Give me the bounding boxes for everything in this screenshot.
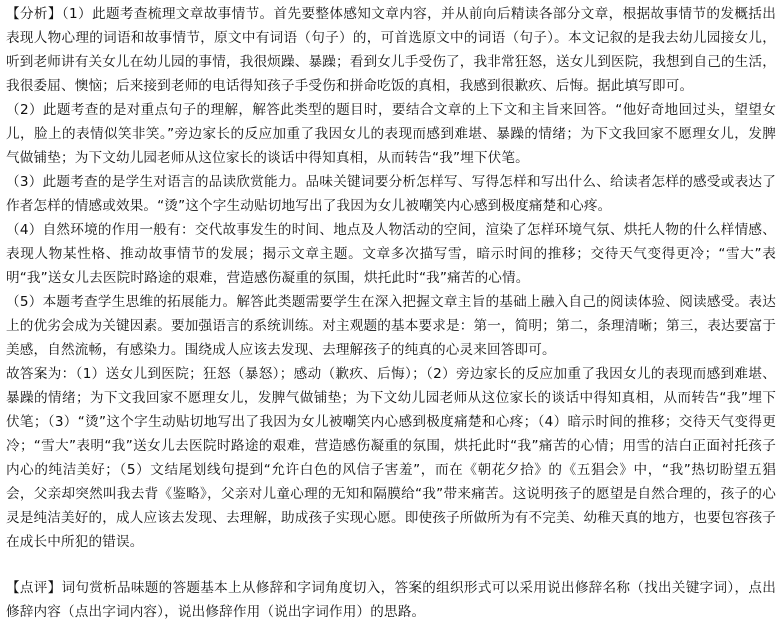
analysis-part-5: （5）本题考查学生思维的拓展能力。解答此类题需要学生在深入把握文章主旨的基础上融入自己的阅读体验、阅读感受。表达上的优劣会成为关键因素。要加强语言的系统训练。对主观题的基本要求是：第一，简明；第二，条理清晰；第三，表达要富于美感，自然流畅，有感染力。围绕成人应该去发现、去理解孩子的纯真的心灵来回答即可。 (6, 294, 776, 358)
answer-document (6, 2, 776, 624)
analysis-part-3: （3）此题考查的是学生对语言的品读欣赏能力。品味关键词要分析怎样写、写得怎样和写出什么、给读者怎样的感受或表达了作者怎样的情感或效果。“烫”这个字生动贴切地写出了我因为女儿被嘲笑内心感到极度痛楚和心疼。 (6, 174, 776, 214)
analysis-part-2: （2）此题考查的是对重点句子的理解，解答此类型的题目时，要结合文章的上下文和主旨来回答。“他好奇地回过头，望望女儿，脸上的表情似笑非笑。”旁边家长的反应加重了我因女儿的表现而感到难堪、暴躁的情绪；为下文我回家不愿理女儿，发脾气做铺垫；为下文幼儿园老师从这位家长的谈话中得知真相，从而转告“我”埋下伏笔。 (6, 102, 776, 166)
comment-paragraph: 【点评】词句赏析品味题的答题基本上从修辞和字词角度切入，答案的组织形式可以采用说出修辞名称（找出关键字词），点出修辞内容（点出字词内容），说出修辞作用（说出字词作用）的思路。 (6, 580, 776, 620)
analysis-part-4: （4）自然环境的作用一般有：交代故事发生的时间、地点及人物活动的空间，渲染了怎样环境气氛、烘托人物的什么样情感、表现人物某性格、推动故事情节的发展；揭示文章主题。文章多次描写雪，暗示时间的推移；交待天气变得更冷；“雪大”表明“我”送女儿去医院时路途的艰难，营造感伤凝重的氛围，烘托此时“我”痛苦的心情。 (6, 222, 776, 286)
section-gap (6, 554, 776, 576)
final-answer: 故答案为：（1）送女儿到医院；狂怒（暴怒）；感动（歉疚、后悔）；（2）旁边家长的反应加重了我因女儿的表现而感到难堪、暴躁的情绪；为下文我回家不愿理女儿，发脾气做铺垫；为下文幼儿园老师从这位家长的谈话中得知真相，从而转告“我”埋下伏笔；（3）“烫”这个字生动贴切地写出了我因为女儿被嘲笑内心感到极度痛楚和心疼；（4）暗示时间的推移；交待天气变得更冷；“雪大”表明“我”送女儿去医院时路途的艰难，营造感伤凝重的氛围，烘托此时“我”痛苦的心情；用雪的洁白正面衬托孩子内心的纯洁美好；（5）文结尾划线句提到“允许白色的风信子害羞”，而在《朝花夕拾》的《五猖会》中，“我”热切盼望五猖会，父亲却突然叫我去背《鉴略》，父亲对儿童心理的无知和隔膜给“我”带来痛苦。这说明孩子的愿望是自然合理的，孩子的心灵是纯洁美好的，成人应该去发现、去理解，助成孩子实现心愿。即使孩子所做所为有不完美、幼稚天真的地方，也要包容孩子在成长中所犯的错误。 (6, 366, 776, 550)
analysis-part-1: 【分析】（1）此题考查梳理文章故事情节。首先要整体感知文章内容，并从前向后精读各部分文章，根据故事情节的发概括出表现人物心理的词语和故事情节，原文中有词语（句子）的，可首选原文中的词语（句子）。本文记叙的是我去幼儿园接女儿，听到老师讲有关女儿在幼儿园的事情，我很烦躁、暴躁；看到女儿手受伤了，我非常狂怒，送女儿到医院，我想到自己的生活，我很委屈、懊恼；后来接到老师的电话得知孩子手受伤和拼命吃饭的真相，我感到很歉疚、后悔。据此填写即可。 (6, 6, 776, 94)
